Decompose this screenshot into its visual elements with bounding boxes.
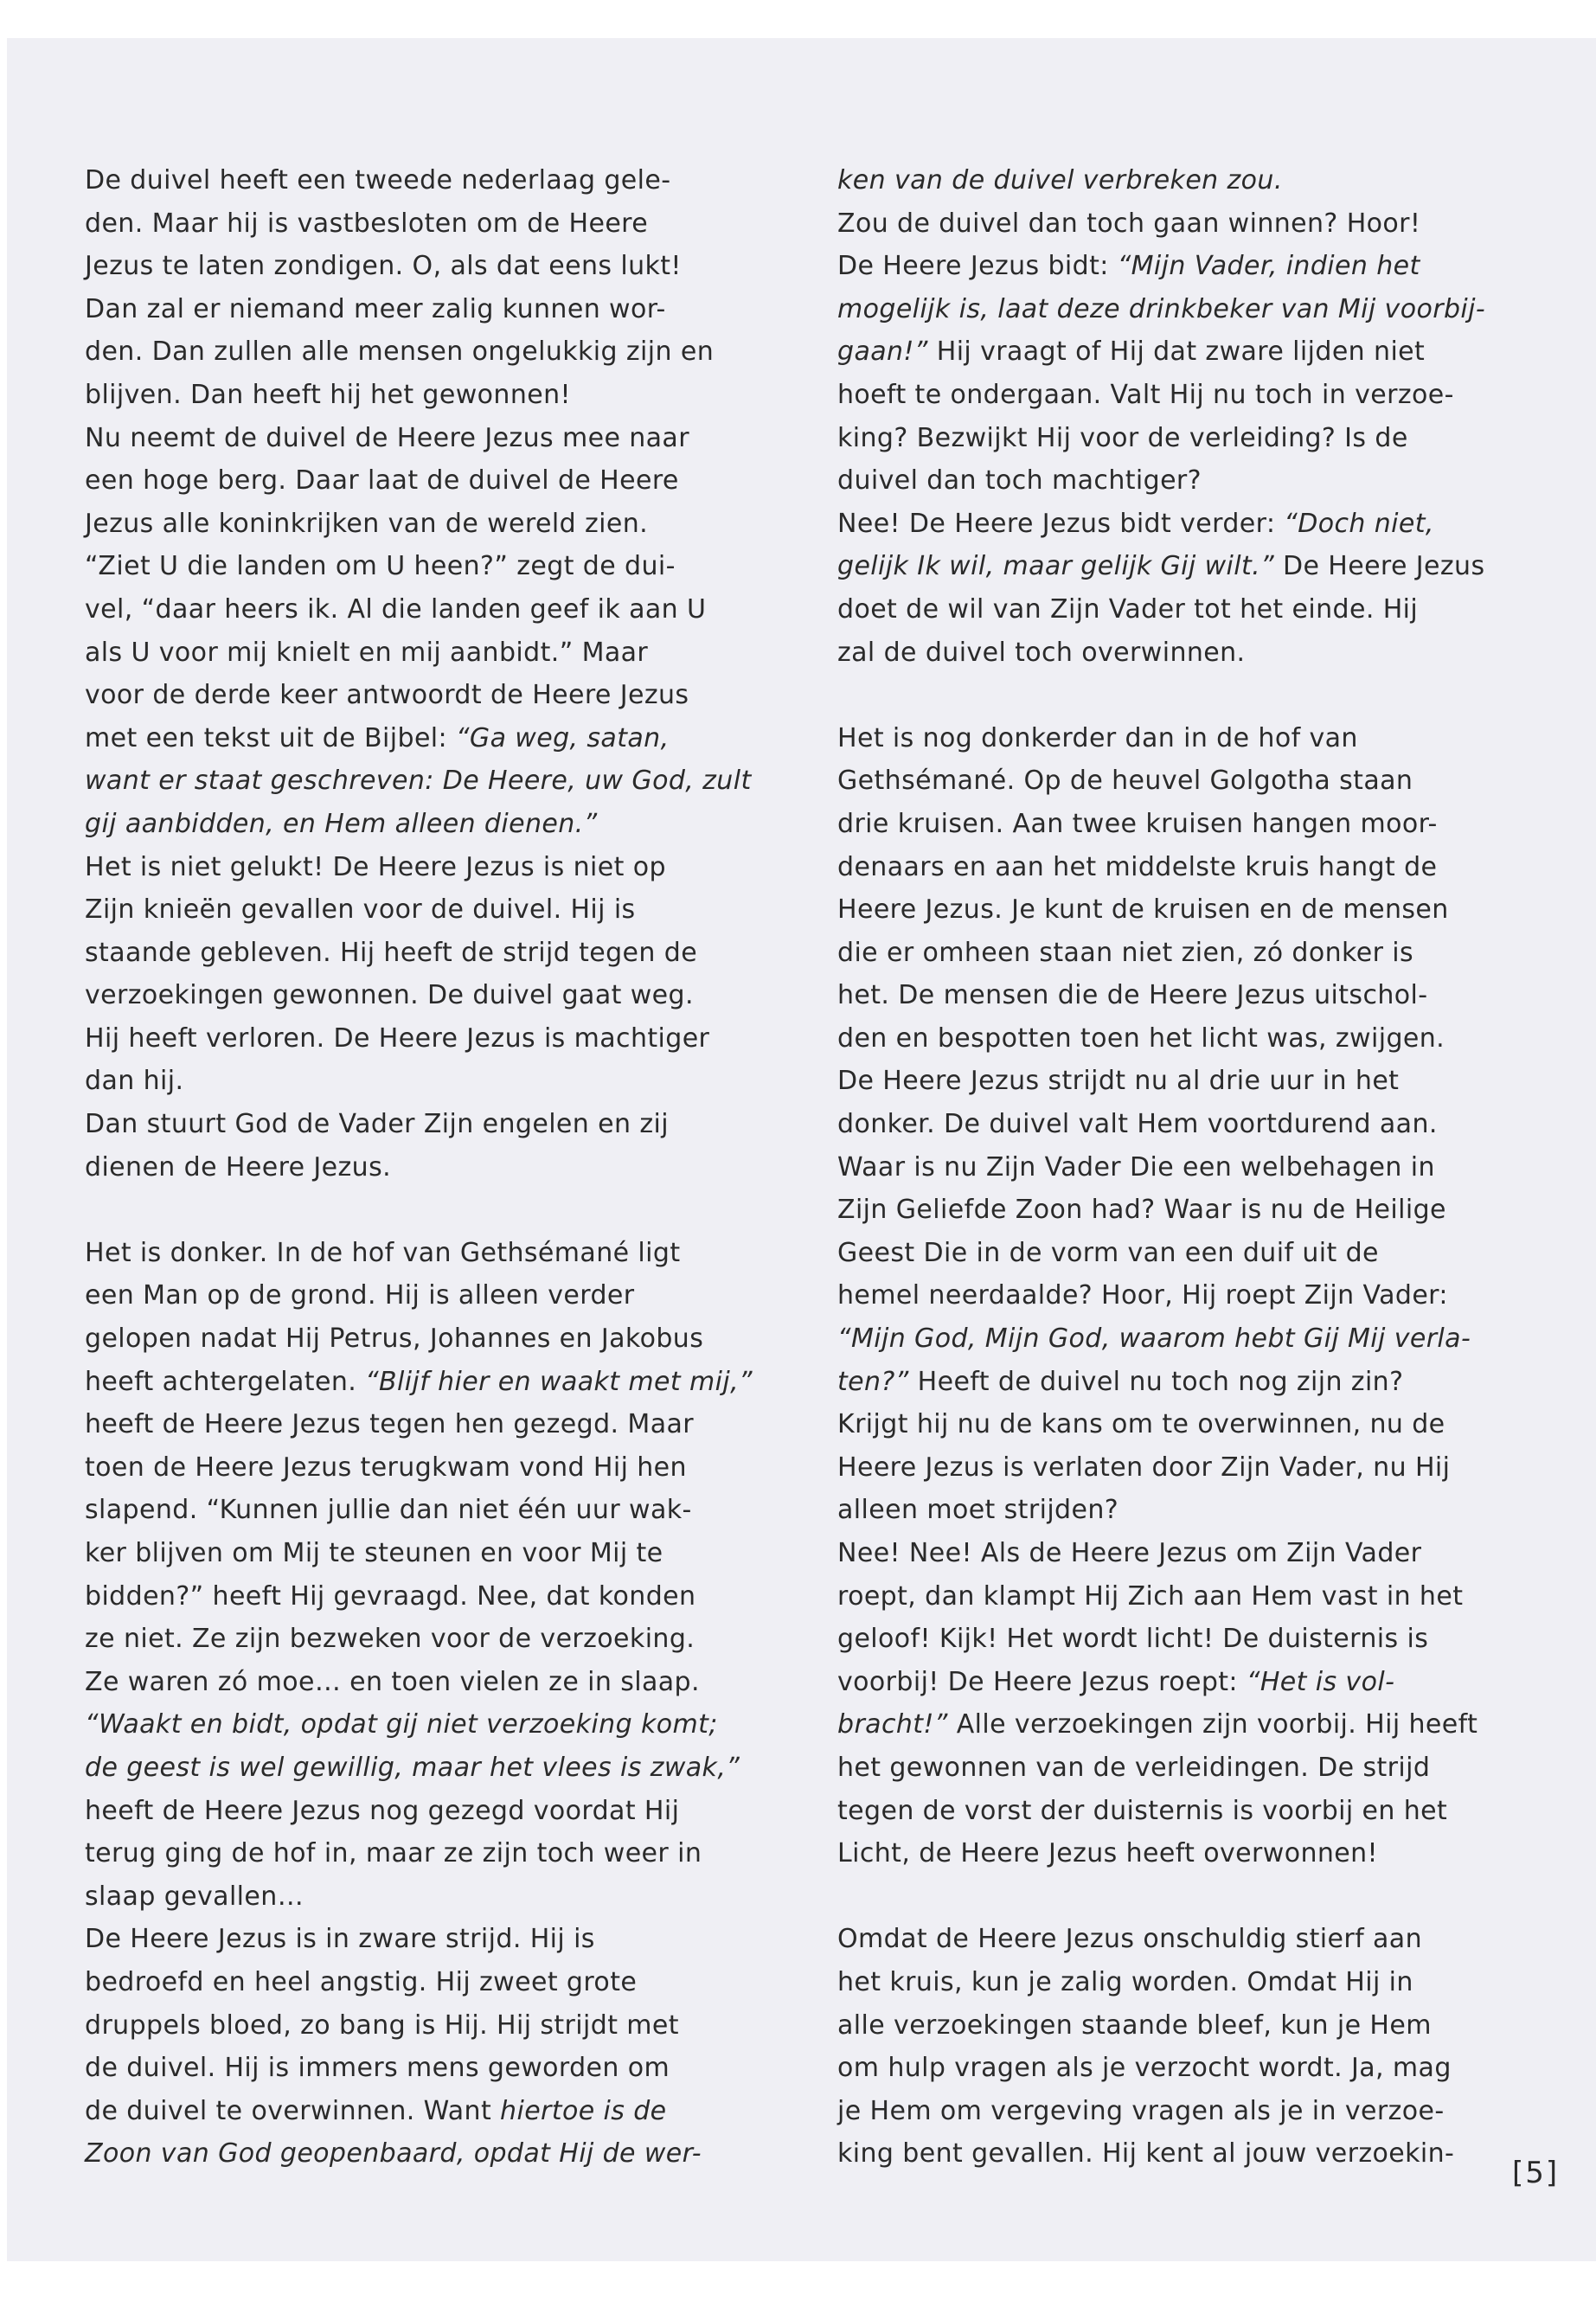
text-line — [837, 1532, 1495, 1575]
text-line — [85, 803, 742, 846]
text-line — [837, 1790, 1495, 1833]
text-line — [837, 1274, 1495, 1317]
text-run: den. Maar hij is vastbesloten om de Heere — [85, 208, 649, 239]
text-run: Heeft de duivel nu toch nog zijn zin? — [908, 1366, 1404, 1397]
text-run: Ze waren zó moe… en toen vielen ze in slaap. — [85, 1666, 700, 1697]
text-line — [85, 1317, 742, 1361]
text-run: Hij vraagt of Hij dat zware lijden niet — [927, 336, 1426, 368]
text-run: verzoekingen gewonnen. De duivel gaat weg. — [85, 980, 694, 1011]
text-line — [837, 1189, 1495, 1232]
text-run: De Heere Jezus is in zware strijd. Hij is — [85, 1924, 595, 1955]
italic-quote: “Doch niet, — [1284, 508, 1434, 539]
italic-quote: want er staat geschreven: De Heere, uw God, zult — [85, 766, 752, 797]
text-line — [837, 631, 1495, 675]
text-run: alle verzoekingen staande bleef, kun je Hem — [837, 2009, 1432, 2041]
text-line — [85, 1618, 742, 1661]
text-line — [837, 503, 1495, 546]
text-run: Dan stuurt God de Vader Zijn engelen en zij — [85, 1109, 669, 1140]
text-run: Het is nog donkerder dan in de hof van — [837, 722, 1358, 753]
text-line — [837, 1747, 1495, 1790]
text-line — [85, 1017, 742, 1061]
text-line — [837, 330, 1495, 374]
text-line — [837, 1703, 1495, 1747]
text-run: bidden?” heeft Hij gevraagd. Nee, dat konden — [85, 1580, 696, 1612]
text-line — [837, 2090, 1495, 2133]
page — [7, 38, 1596, 2261]
text-line — [837, 1832, 1495, 1875]
text-line — [85, 1790, 742, 1833]
text-line — [85, 1918, 742, 1961]
text-run: Hij heeft verloren. De Heere Jezus is machtiger — [85, 1022, 710, 1054]
text-run: De Heere Jezus strijdt nu al drie uur in het — [837, 1066, 1400, 1097]
text-run: De Heere Jezus — [1274, 551, 1485, 582]
text-run: gelopen nadat Hij Petrus, Johannes en Jakobus — [85, 1324, 704, 1355]
page-number: [5] — [1512, 2156, 1560, 2190]
text-run: een Man op de grond. Hij is alleen verder — [85, 1280, 635, 1311]
text-line — [837, 760, 1495, 803]
text-line — [85, 374, 742, 417]
text-run: heeft achtergelaten. — [85, 1366, 366, 1397]
italic-quote: “Mijn God, Mijn God, waarom hebt Gij Mij verla- — [837, 1324, 1471, 1355]
text-line — [85, 2047, 742, 2090]
italic-quote: gelijk Ik wil, maar gelijk Gij wilt.” — [837, 551, 1275, 582]
text-line — [85, 1060, 742, 1103]
text-run: doet de wil van Zijn Vader tot het einde. Hij — [837, 593, 1419, 625]
italic-quote: “Waakt en bidt, opdat gij niet verzoeking komt; — [85, 1709, 718, 1740]
text-run: heeft de Heere Jezus nog gezegd voordat Hij — [85, 1795, 680, 1826]
text-line — [837, 846, 1495, 889]
text-line — [837, 374, 1495, 417]
text-run: Gethsémané. Op de heuvel Golgotha staan — [837, 766, 1413, 797]
text-run: king bent gevallen. Hij kent al jouw verzoekin- — [837, 2138, 1455, 2170]
text-line — [85, 631, 742, 675]
text-run: tegen de vorst der duisternis is voorbij en het — [837, 1795, 1448, 1826]
text-line — [837, 932, 1495, 975]
text-line — [85, 974, 742, 1017]
text-line — [85, 717, 742, 760]
text-line — [85, 1489, 742, 1532]
text-line — [837, 588, 1495, 631]
text-line — [837, 1918, 1495, 1961]
text-run: Heere Jezus is verlaten door Zijn Vader, nu Hij — [837, 1452, 1451, 1483]
italic-quote: Zoon van God geopenbaard, opdat Hij de wer- — [85, 2138, 702, 2170]
text-line — [85, 1403, 742, 1446]
text-run: dienen de Heere Jezus. — [85, 1151, 392, 1183]
paragraph-gap — [837, 1875, 1495, 1919]
italic-quote: “Mijn Vader, indien het — [1117, 251, 1420, 282]
text-line — [85, 202, 742, 246]
text-run: alleen moet strijden? — [837, 1495, 1119, 1526]
text-line — [85, 159, 742, 202]
text-line — [837, 1489, 1495, 1532]
text-run: als U voor mij knielt en mij aanbidt.” Maar — [85, 637, 649, 668]
text-run: De duivel heeft een tweede nederlaag gele- — [85, 165, 671, 195]
text-run: ker blijven om Mij te steunen en voor Mij te — [85, 1538, 663, 1568]
text-line — [85, 245, 742, 288]
text-run: Jezus alle koninkrijken van de wereld zien. — [85, 508, 649, 539]
text-run: Zijn Geliefde Zoon had? Waar is nu de Heilige — [837, 1195, 1446, 1226]
text-line — [85, 846, 742, 889]
text-line — [837, 1961, 1495, 2004]
italic-quote: “Het is vol- — [1246, 1666, 1395, 1697]
text-line — [837, 717, 1495, 760]
italic-quote: “Ga weg, satan, — [455, 722, 670, 753]
italic-quote: ken van de duivel verbreken zou. — [837, 165, 1283, 195]
text-line — [837, 1317, 1495, 1361]
text-line — [837, 1361, 1495, 1404]
text-line — [85, 330, 742, 374]
text-line — [85, 2090, 742, 2133]
text-run: het gewonnen van de verleidingen. De strijd — [837, 1752, 1431, 1783]
text-line — [837, 2132, 1495, 2176]
text-run: blijven. Dan heeft hij het gewonnen! — [85, 379, 571, 410]
text-run: Heere Jezus. Je kunt de kruisen en de mensen — [837, 894, 1449, 926]
italic-quote: gij aanbidden, en Hem alleen dienen.” — [85, 808, 598, 839]
text-line — [837, 1232, 1495, 1275]
text-line — [837, 1060, 1495, 1103]
text-run: zal de duivel toch overwinnen. — [837, 637, 1246, 668]
text-line — [85, 417, 742, 460]
text-line — [85, 888, 742, 932]
text-line — [85, 1232, 742, 1275]
text-run: duivel dan toch machtiger? — [837, 465, 1202, 497]
text-run: de duivel te overwinnen. Want — [85, 2095, 501, 2126]
text-line — [837, 1661, 1495, 1704]
text-run: king? Bezwijkt Hij voor de verleiding? Is de — [837, 422, 1408, 453]
text-run: Jezus te laten zondigen. O, als dat eens lukt! — [85, 251, 682, 282]
text-run: “Ziet U die landen om U heen?” zegt de dui- — [85, 551, 676, 582]
text-line — [837, 545, 1495, 588]
text-run: hoeft te ondergaan. Valt Hij nu toch in verzoe- — [837, 379, 1454, 410]
italic-quote: “Blijf hier en waakt met mij,” — [365, 1366, 753, 1397]
text-line — [85, 288, 742, 331]
text-line — [837, 159, 1495, 202]
text-run: drie kruisen. Aan twee kruisen hangen moor- — [837, 808, 1438, 839]
text-line — [837, 1618, 1495, 1661]
text-line — [85, 2004, 742, 2048]
text-run: Het is donker. In de hof van Gethsémané ligt — [85, 1237, 681, 1268]
text-run: slapend. “Kunnen jullie dan niet één uur wak- — [85, 1495, 692, 1526]
italic-quote: gaan!” — [837, 336, 928, 368]
text-run: roept, dan klampt Hij Zich aan Hem vast in het — [837, 1580, 1464, 1612]
text-run: druppels bloed, zo bang is Hij. Hij strijdt met — [85, 2009, 679, 2041]
text-line — [85, 1146, 742, 1189]
text-run: een hoge berg. Daar laat de duivel de Heere — [85, 465, 679, 497]
text-run: Het is niet gelukt! De Heere Jezus is niet op — [85, 851, 666, 882]
text-line — [85, 503, 742, 546]
text-line — [85, 1961, 742, 2004]
text-line — [837, 417, 1495, 460]
text-line — [837, 888, 1495, 932]
text-line — [837, 1575, 1495, 1618]
paragraph-gap — [837, 674, 1495, 717]
text-line — [85, 1661, 742, 1704]
text-run: de duivel. Hij is immers mens geworden om — [85, 2053, 670, 2084]
text-run: om hulp vragen als je verzocht wordt. Ja, mag — [837, 2053, 1452, 2084]
text-run: voorbij! De Heere Jezus roept: — [837, 1666, 1247, 1697]
text-run: voor de derde keer antwoordt de Heere Jezus — [85, 680, 689, 711]
text-run: het. De mensen die de Heere Jezus uitschol- — [837, 980, 1428, 1011]
text-line — [837, 1446, 1495, 1490]
text-line — [85, 459, 742, 503]
text-run: Omdat de Heere Jezus onschuldig stierf aan — [837, 1924, 1422, 1955]
text-run: met een tekst uit de Bijbel: — [85, 722, 456, 753]
text-line — [85, 1103, 742, 1146]
text-run: De Heere Jezus bidt: — [837, 251, 1118, 282]
text-run: Zou de duivel dan toch gaan winnen? Hoor! — [837, 208, 1421, 239]
paragraph-gap — [85, 1189, 742, 1232]
text-run: den. Dan zullen alle mensen ongelukkig zijn en — [85, 336, 715, 368]
italic-quote: bracht!” — [837, 1709, 948, 1740]
text-line — [85, 1832, 742, 1875]
text-run: bedroefd en heel angstig. Hij zweet grote — [85, 1966, 638, 1997]
text-run: Waar is nu Zijn Vader Die een welbehagen in — [837, 1151, 1435, 1183]
text-run: het kruis, kun je zalig worden. Omdat Hij in — [837, 1966, 1413, 1997]
text-line — [85, 1361, 753, 1404]
text-line — [85, 932, 742, 975]
text-line — [85, 545, 742, 588]
text-line — [837, 459, 1495, 503]
text-run: denaars en aan het middelste kruis hangt de — [837, 851, 1438, 882]
left-column — [85, 159, 753, 2176]
italic-quote: hiertoe is de — [500, 2095, 667, 2126]
text-line — [85, 588, 742, 631]
italic-quote: mogelijk is, laat deze drinkbeker van Mij voorbij- — [837, 293, 1486, 324]
text-line — [85, 1532, 742, 1575]
text-run: terug ging de hof in, maar ze zijn toch weer in — [85, 1838, 702, 1869]
text-run: Alle verzoekingen zijn voorbij. Hij heeft — [947, 1709, 1478, 1740]
text-line — [85, 2132, 742, 2176]
text-run: die er omheen staan niet zien, zó donker is — [837, 937, 1414, 968]
text-run: Geest Die in de vorm van een duif uit de — [837, 1237, 1379, 1268]
italic-quote: de geest is wel gewillig, maar het vlees is zwak,” — [85, 1752, 740, 1783]
text-run: Nu neemt de duivel de Heere Jezus mee naar — [85, 422, 689, 453]
text-run: staande gebleven. Hij heeft de strijd tegen de — [85, 937, 698, 968]
text-line — [837, 1403, 1495, 1446]
text-line — [837, 2047, 1495, 2090]
text-run: Zijn knieën gevallen voor de duivel. Hij is — [85, 894, 636, 926]
text-line — [85, 1875, 742, 1919]
text-run: donker. De duivel valt Hem voortdurend aan. — [837, 1109, 1438, 1140]
text-line — [837, 288, 1495, 331]
text-run: Krijgt hij nu de kans om te overwinnen, nu de — [837, 1409, 1445, 1440]
text-line — [837, 245, 1495, 288]
text-line — [85, 1703, 742, 1747]
italic-quote: ten?” — [837, 1366, 909, 1397]
text-run: je Hem om vergeving vragen als je in verzoe- — [837, 2095, 1445, 2126]
text-line — [85, 674, 742, 717]
right-column — [837, 159, 1495, 2176]
text-run: ze niet. Ze zijn bezweken voor de verzoeking. — [85, 1624, 695, 1655]
text-line — [837, 2004, 1495, 2048]
text-run: Nee! De Heere Jezus bidt verder: — [837, 508, 1285, 539]
text-run: dan hij. — [85, 1066, 184, 1097]
text-run: slaap gevallen… — [85, 1881, 304, 1912]
text-line — [837, 803, 1495, 846]
text-line — [837, 1103, 1495, 1146]
text-line — [837, 974, 1495, 1017]
text-line — [85, 760, 752, 803]
text-line — [85, 1575, 742, 1618]
text-line — [837, 202, 1495, 246]
text-run: heeft de Heere Jezus tegen hen gezegd. Maar — [85, 1409, 695, 1440]
text-line — [85, 1446, 742, 1490]
text-run: geloof! Kijk! Het wordt licht! De duisternis is — [837, 1624, 1429, 1655]
text-line — [837, 1146, 1495, 1189]
text-run: vel, “daar heers ik. Al die landen geef ik aan U — [85, 593, 707, 625]
text-run: Licht, de Heere Jezus heeft overwonnen! — [837, 1838, 1378, 1869]
text-run: Nee! Nee! Als de Heere Jezus om Zijn Vader — [837, 1538, 1422, 1568]
text-line — [837, 1017, 1495, 1061]
text-run: toen de Heere Jezus terugkwam vond Hij hen — [85, 1452, 687, 1483]
text-line — [85, 1274, 742, 1317]
text-run: Dan zal er niemand meer zalig kunnen wor- — [85, 293, 666, 324]
text-run: den en bespotten toen het licht was, zwijgen. — [837, 1022, 1445, 1054]
text-run: hemel neerdaalde? Hoor, Hij roept Zijn Vader: — [837, 1280, 1448, 1311]
text-line — [85, 1747, 742, 1790]
